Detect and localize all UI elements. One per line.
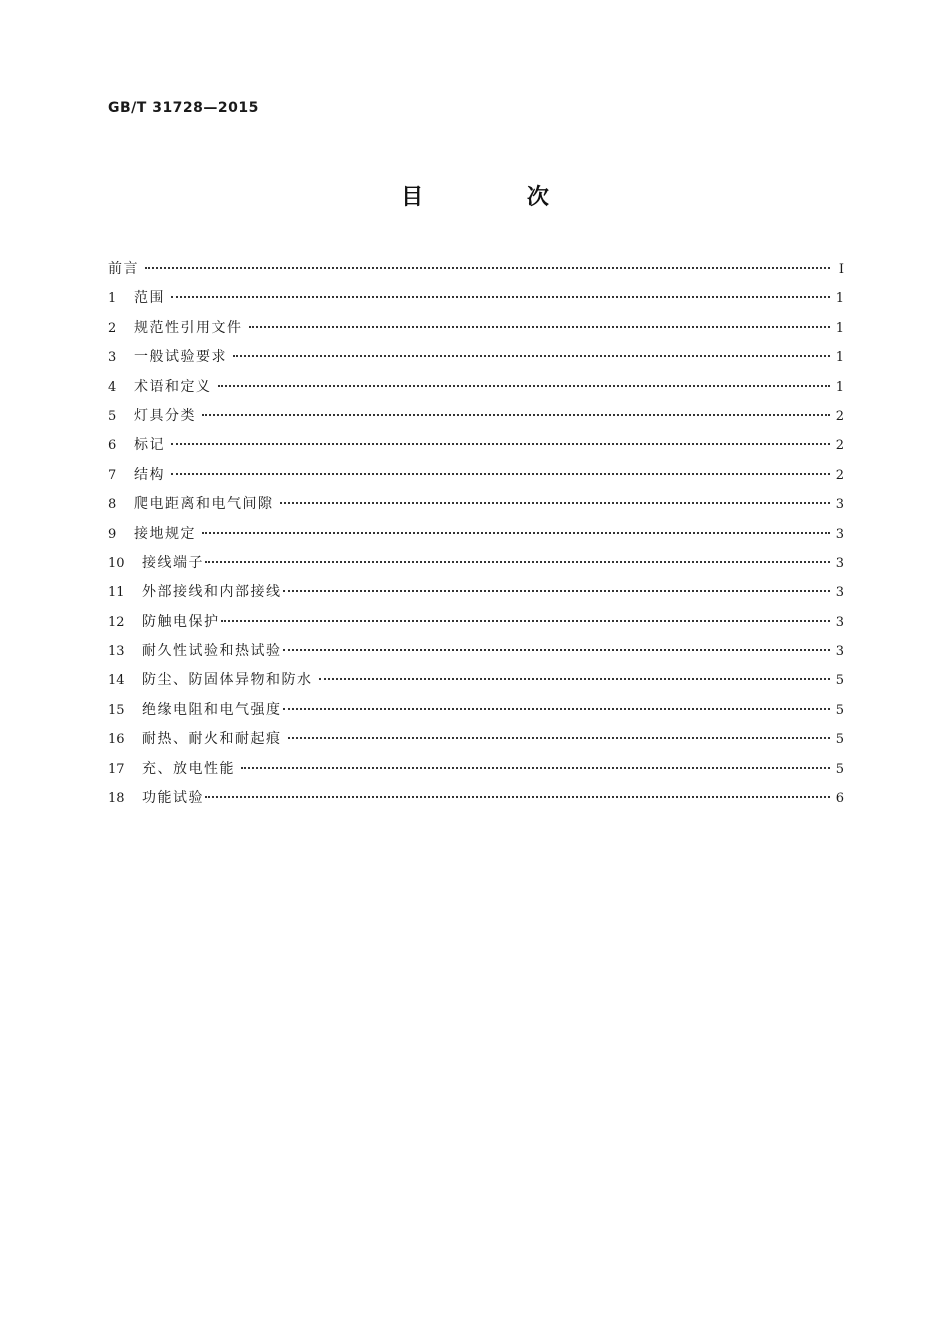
toc-entry-number: 14 (108, 673, 125, 689)
toc-entry-1[interactable] (108, 287, 844, 316)
toc-entry-number: 5 (108, 408, 117, 424)
toc-entry-page: 3 (835, 614, 844, 630)
toc-entry-page: 5 (835, 732, 844, 748)
toc-entry-label: 耐久性试验和热试验 (142, 643, 282, 660)
toc-entry-6[interactable] (108, 434, 844, 463)
dot-leader (221, 620, 830, 622)
toc-entry-number: 13 (108, 644, 125, 660)
toc-entry-10[interactable] (108, 552, 844, 581)
toc-entry-label: 耐热、耐火和耐起痕 (142, 731, 282, 748)
dot-leader (241, 767, 830, 769)
toc-entry-page: 1 (835, 320, 844, 336)
toc-entry-18[interactable] (108, 787, 844, 816)
toc-entry-page: Ⅰ (838, 262, 844, 277)
dot-leader (205, 796, 830, 798)
dot-leader (171, 473, 830, 475)
dot-leader (202, 532, 830, 534)
toc-entry-label: 防触电保护 (142, 613, 220, 630)
toc-entry-label: 爬电距离和电气间隙 (134, 496, 274, 513)
toc-entry-label: 范围 (134, 290, 165, 307)
toc-entry-number: 16 (108, 732, 125, 748)
dot-leader (202, 414, 830, 416)
dot-leader (319, 678, 830, 680)
toc-entry-page: 3 (835, 497, 844, 513)
toc-entry-13[interactable] (108, 640, 844, 669)
toc-entry-15[interactable] (108, 699, 844, 728)
toc-entry-5[interactable] (108, 405, 844, 434)
toc-entry-page: 3 (835, 585, 844, 601)
toc-entry-page: 2 (835, 438, 844, 454)
toc-entry-3[interactable] (108, 346, 844, 375)
toc-entry-number: 17 (108, 761, 125, 777)
dot-leader (280, 502, 830, 504)
toc-entry-17[interactable] (108, 758, 844, 787)
toc-entry-foreword[interactable] (108, 258, 844, 287)
toc-entry-label: 规范性引用文件 (134, 319, 243, 336)
toc-title: 目 次 (401, 185, 597, 210)
toc-entry-number: 11 (108, 585, 125, 601)
toc-entry-label: 充、放电性能 (142, 760, 235, 777)
toc-entry-number: 1 (108, 291, 117, 307)
toc-entry-page: 3 (835, 526, 844, 542)
toc-entry-14[interactable] (108, 669, 844, 698)
toc-entry-page: 5 (835, 702, 844, 718)
table-of-contents (108, 258, 844, 816)
toc-entry-label: 结构 (134, 466, 165, 483)
dot-leader (283, 649, 830, 651)
toc-entry-number: 18 (108, 791, 125, 807)
toc-entry-label: 外部接线和内部接线 (142, 584, 282, 601)
toc-entry-number: 8 (108, 497, 117, 513)
toc-entry-label: 一般试验要求 (134, 349, 227, 366)
toc-entry-label: 接地规定 (134, 525, 196, 542)
dot-leader (171, 296, 830, 298)
toc-entry-2[interactable] (108, 317, 844, 346)
toc-entry-number: 3 (108, 350, 117, 366)
toc-entry-number: 7 (108, 467, 117, 483)
toc-entry-7[interactable] (108, 464, 844, 493)
toc-entry-label: 接线端子 (142, 554, 204, 571)
dot-leader (205, 561, 830, 563)
dot-leader (288, 737, 830, 739)
toc-entry-16[interactable] (108, 728, 844, 757)
toc-entry-label: 标记 (134, 437, 165, 454)
toc-entry-page: 1 (835, 350, 844, 366)
dot-leader (249, 326, 830, 328)
toc-entry-page: 5 (835, 761, 844, 777)
toc-entry-page: 1 (835, 379, 844, 395)
toc-entry-number: 4 (108, 379, 117, 395)
toc-entry-page: 6 (835, 791, 844, 807)
toc-entry-label: 灯具分类 (134, 407, 196, 424)
toc-entry-11[interactable] (108, 581, 844, 610)
toc-entry-9[interactable] (108, 523, 844, 552)
toc-entry-number: 2 (108, 320, 117, 336)
dot-leader (233, 355, 830, 357)
toc-entry-number: 9 (108, 526, 117, 542)
toc-entry-8[interactable] (108, 493, 844, 522)
dot-leader (283, 708, 830, 710)
toc-entry-page: 2 (835, 408, 844, 424)
toc-entry-label: 防尘、防固体异物和防水 (142, 672, 313, 689)
standard-code: GB/T 31728—2015 (108, 100, 259, 116)
toc-entry-page: 3 (835, 644, 844, 660)
toc-entry-label: 功能试验 (142, 790, 204, 807)
toc-entry-page: 2 (835, 467, 844, 483)
toc-entry-number: 6 (108, 438, 117, 454)
dot-leader (171, 443, 830, 445)
toc-entry-number: 15 (108, 702, 125, 718)
toc-entry-label: 绝缘电阻和电气强度 (142, 701, 282, 718)
dot-leader (218, 385, 830, 387)
toc-entry-12[interactable] (108, 611, 844, 640)
toc-entry-number: 12 (108, 614, 125, 630)
toc-entry-page: 3 (835, 555, 844, 571)
toc-entry-4[interactable] (108, 376, 844, 405)
toc-entry-page: 5 (835, 673, 844, 689)
toc-entry-page: 1 (835, 291, 844, 307)
toc-entry-label: 前言 (108, 261, 139, 277)
dot-leader (283, 590, 830, 592)
dot-leader (145, 267, 830, 269)
toc-entry-label: 术语和定义 (134, 378, 212, 395)
toc-entry-number: 10 (108, 555, 125, 571)
